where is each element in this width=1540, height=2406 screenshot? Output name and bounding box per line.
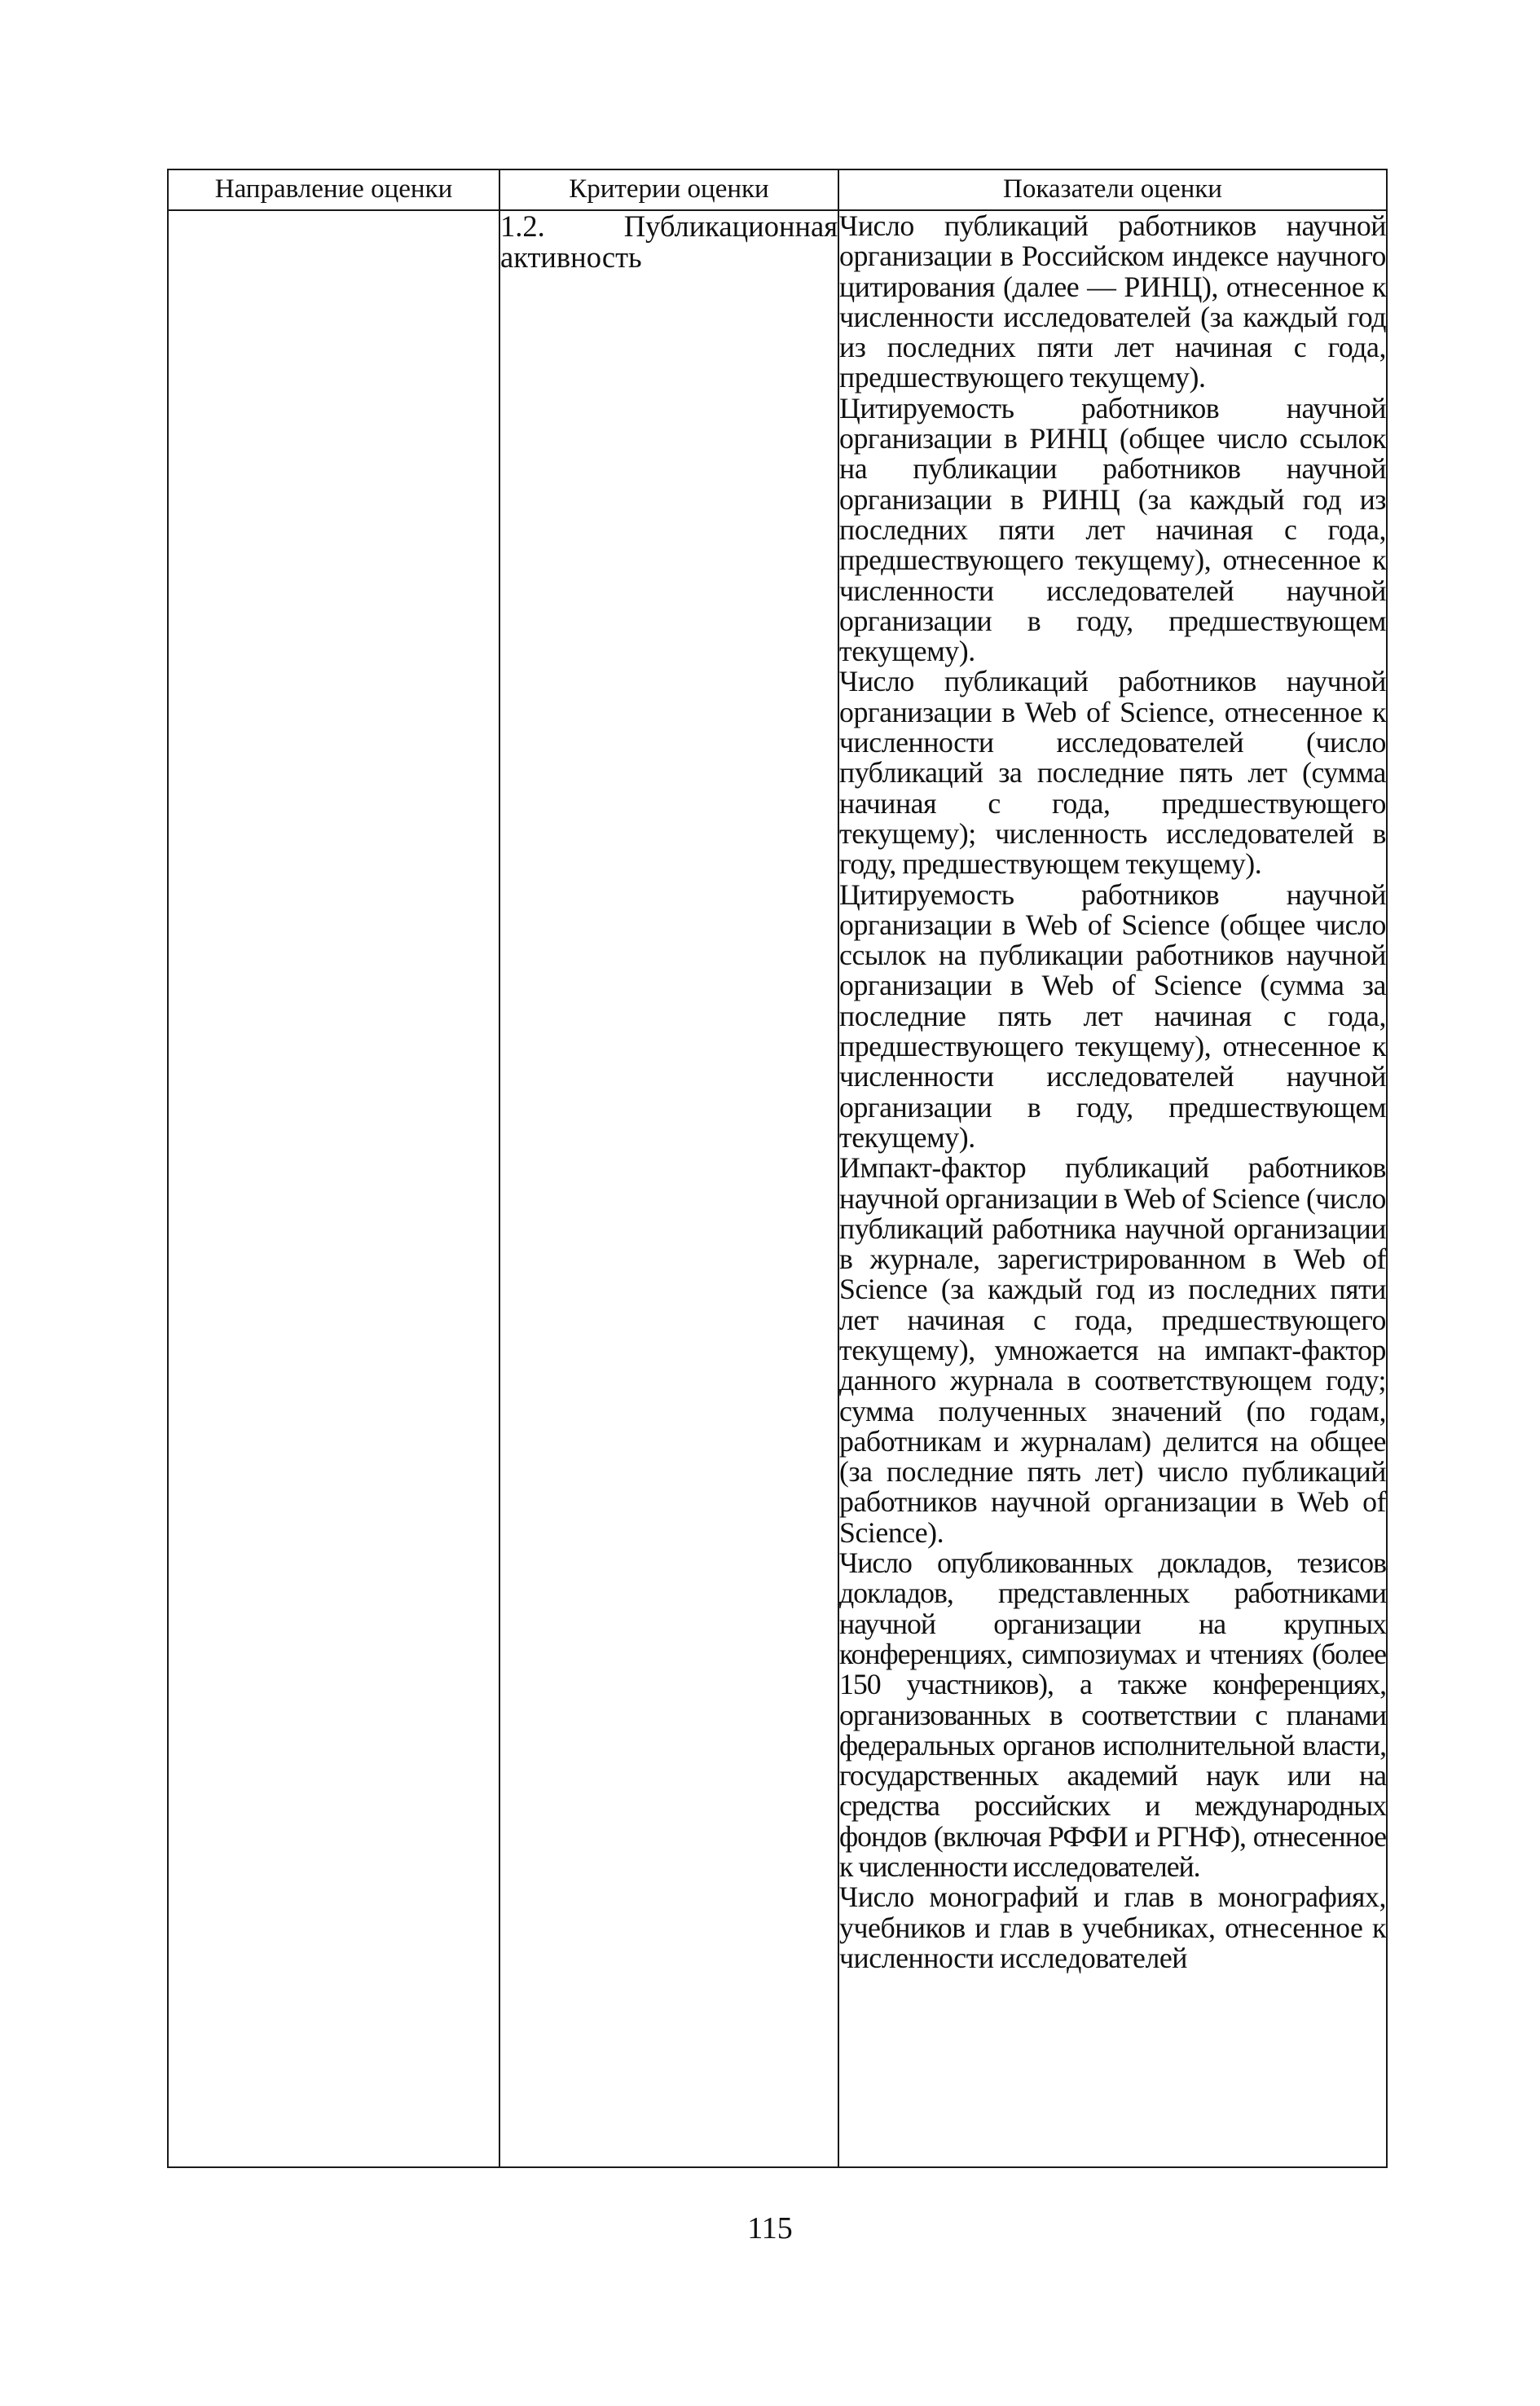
indicator-item: Число публикаций работников научной организации в Российском индексе научного цитирования (далее — РИНЦ), отнесенное к численности исследователей (за каждый год из последних пяти лет начиная с года, предшествующего текущему). [839,209,1386,394]
page-number: 115 [747,2211,793,2245]
indicator-item: Импакт-фактор публикаций работников научной организации в Web of Science (число публикаций работника научной организации в журнале, зарегистрированном в Web of Science (за каждый год из последних пяти лет начиная с года, предшествующего текущему), умножается на импакт-фактор данного журнала в соответствующем году; сумма полученных значений (по годам, работникам и журналам) делится на общее (за последние пять лет) число публикаций работников научной организации в Web of Science). [839,1151,1386,1549]
header-criteria: Критерии оценки [499,169,838,210]
indicator-item: Число опубликованных докладов, тезисов докладов, представленных работниками научной организации на крупных конференциях, симпозиумах и чтениях (более 150 участников), а также конференциях, организованных в соответствии с планами федеральных органов исполнительной власти, государственных академий наук или на средства российских и международных фондов (включая РФФИ и РГНФ), отнесенное к численности исследователей. [839,1546,1386,1884]
header-direction: Направление оценки [168,169,499,210]
table-header [168,169,1387,210]
cell-indicators [838,210,1387,2167]
indicator-item: Число публикаций работников научной организации в Web of Science, отнесенное к численности исследователей (число публикаций за последние пять лет (сумма начиная с года, предшествующего текущему); численность исследователей в году, предшествующем текущему). [839,665,1386,881]
cell-criterion: 1.2. Публикационная активность [499,210,838,2167]
indicator-item: Цитируемость работников научной организации в Web of Science (общее число ссылок на публикации работников научной организации в Web of Science (сумма за последние пять лет начиная с года, предшествующего текущему), отнесенное к численности исследователей научной организации в году, предшествующем текущему). [839,878,1386,1154]
table-row [168,210,1387,2167]
evaluation-table [167,169,1388,2168]
indicator-item: Число монографий и глав в монографиях, учебников и глав в учебниках, отнесенное к численности исследователей [839,1880,1386,1974]
table-body [168,210,1387,2167]
header-row [168,169,1387,210]
cell-direction [168,210,499,2167]
header-indicators: Показатели оценки [838,169,1387,210]
indicator-item: Цитируемость работников научной организации в РИНЦ (общее число ссылок на публикации работников научной организации в РИНЦ (за каждый год из последних пяти лет начиная с года, предшествующего текущему), отнесенное к численности исследователей научной организации в году, предшествующем текущему). [839,391,1386,668]
